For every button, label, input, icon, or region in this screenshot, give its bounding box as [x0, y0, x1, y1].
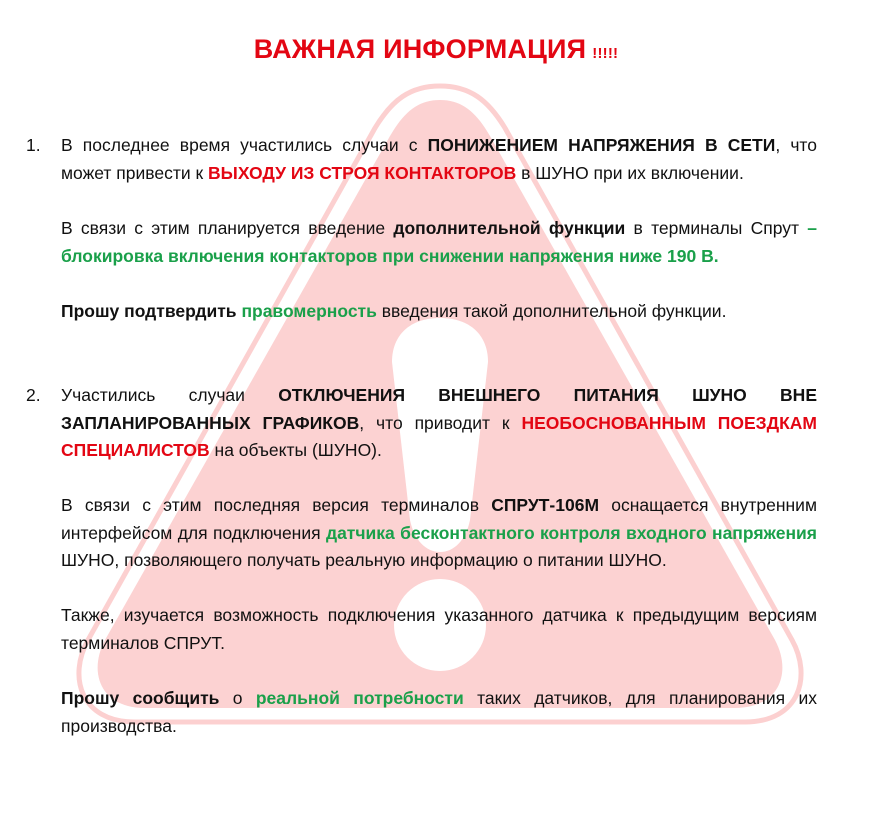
item-1-paragraph-3	[61, 298, 817, 326]
emphasis-bold: ПОНИЖЕНИЕМ НАПРЯЖЕНИЯ В СЕТИ	[427, 135, 776, 155]
text: В связи с этим последняя версия терминалов	[61, 495, 492, 515]
title-exclamations: !!!!!	[592, 45, 619, 62]
emphasis-bold: Прошу сообщить	[61, 688, 220, 708]
item-2-paragraph-4	[61, 685, 817, 740]
emphasis-bold: Прошу подтвердить	[61, 301, 237, 321]
item-2-paragraph-3	[61, 602, 817, 657]
emphasis-green: датчика бесконтактного контроля входного напряжения	[325, 522, 817, 543]
text: в ШУНО при их включении.	[516, 162, 744, 183]
item-2-paragraph-1	[61, 382, 817, 465]
page-title	[0, 34, 872, 65]
emphasis-bold: СПРУТ-106М	[491, 495, 600, 515]
title-text: ВАЖНАЯ ИНФОРМАЦИЯ	[253, 34, 587, 64]
text: оснащается внутренним интерфейсом для подключения	[61, 495, 817, 543]
item-2-paragraph-2	[61, 492, 817, 575]
text: в терминалы Спрут	[625, 218, 808, 238]
text: , что приводит к	[359, 412, 522, 433]
text: В связи с этим планируется введение	[61, 218, 394, 238]
emphasis-green: реальной потребности	[255, 688, 464, 708]
item-number-1: 1.	[26, 135, 41, 155]
text: , что может привести к	[61, 135, 817, 183]
text: ШУНО, позволяющего получать реальную информацию о питании ШУНО.	[61, 550, 667, 570]
text: введения такой дополнительной функции.	[376, 301, 727, 321]
item-1-paragraph-1	[61, 132, 817, 187]
emphasis-green: – блокировка включения контакторов при снижении напряжения ниже 190 В.	[61, 218, 817, 266]
text: Также, изучается возможность подключения указанного датчика к предыдущим версиям терминалов СПРУТ.	[61, 605, 817, 653]
emphasis-bold: ОТКЛЮЧЕНИЯ ВНЕШНЕГО ПИТАНИЯ ШУНО ВНЕ ЗАПЛАНИРОВАННЫХ ГРАФИКОВ	[61, 385, 817, 433]
emphasis-red: ВЫХОДУ ИЗ СТРОЯ КОНТАКТОРОВ	[208, 162, 517, 183]
item-1-paragraph-2	[61, 215, 817, 270]
emphasis-red: НЕОБОСНОВАННЫМ ПОЕЗДКАМ СПЕЦИАЛИСТОВ	[61, 412, 817, 460]
text: на объекты (ШУНО).	[209, 440, 382, 460]
emphasis-green: правомерность	[241, 301, 377, 321]
text: о	[219, 688, 256, 708]
text: В последнее время участились случаи с	[61, 135, 428, 155]
item-number-2: 2.	[26, 385, 41, 405]
text: таких датчиков, для планирования их производства.	[61, 688, 817, 736]
emphasis-bold: дополнительной функции	[393, 218, 626, 238]
text: Участились случаи	[61, 385, 279, 405]
